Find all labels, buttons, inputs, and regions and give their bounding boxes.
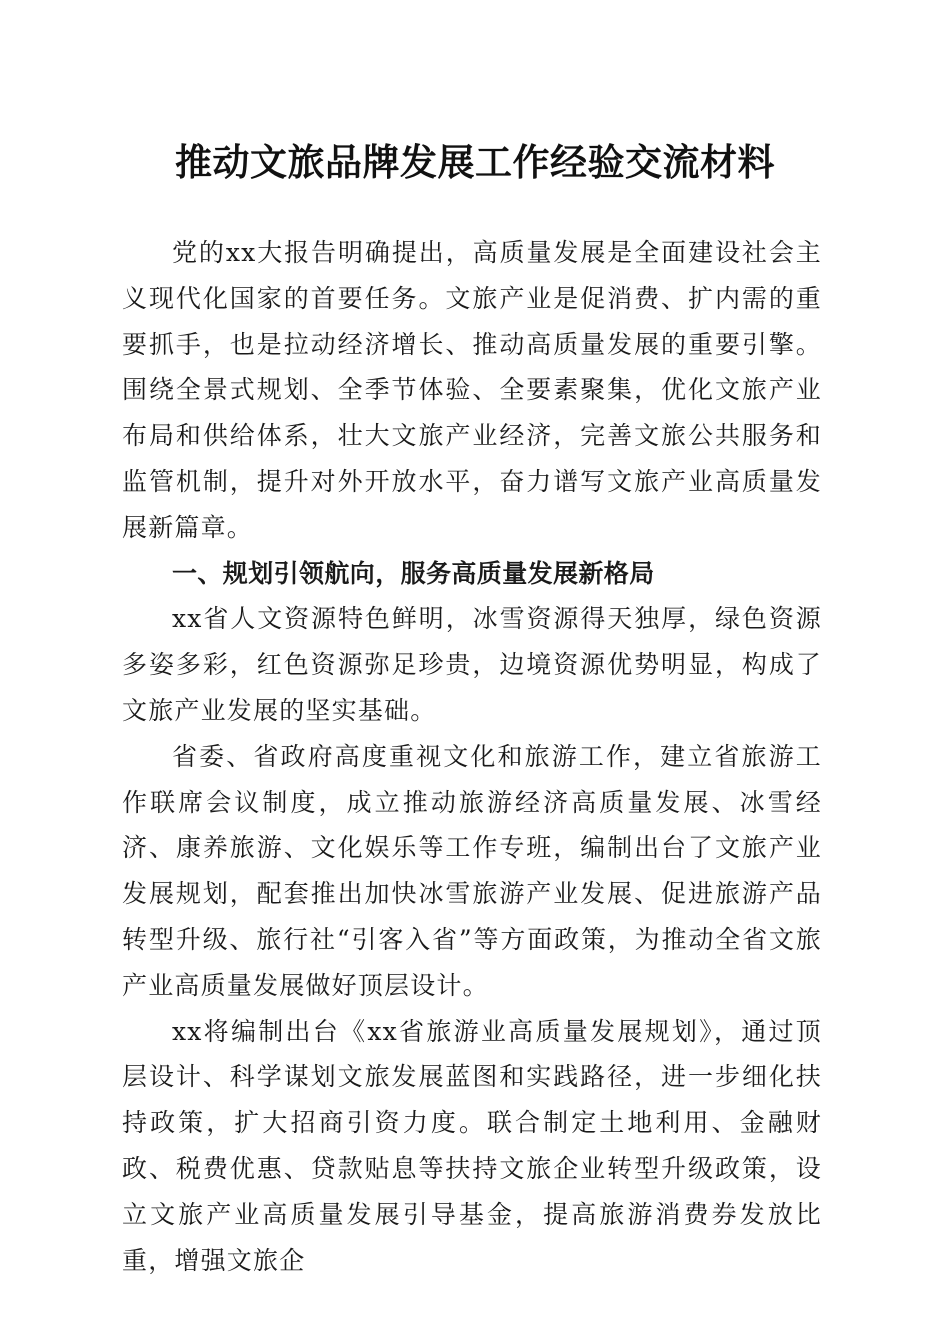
body-paragraph-policy: 省委、省政府高度重视文化和旅游工作，建立省旅游工作联席会议制度，成立推动旅游经济高质量发展、冰雪经济、康养旅游、文化娱乐等工作专班，编制出台了文旅产业发展规划，配套推出加快冰雪旅游产业发展、促进旅游产品转型升级、旅行社“引客入省”等方面政策，为推动全省文旅产业高质量发展做好顶层设计。 [122,741,822,1000]
body-paragraph-plan: xx将编制出台《xx省旅游业高质量发展规划》，通过顶层设计、科学谋划文旅发展蓝图和实践路径，进一步细化扶持政策，扩大招商引资力度。联合制定土地利用、金融财政、税费优惠、贷款贴息等扶持文旅企业转型升级政策，设立文旅产业高质量发展引导基金，提高旅游消费券发放比重，增强文旅企 [122,1016,822,1275]
body-paragraph-resources: xx省人文资源特色鲜明，冰雪资源得天独厚，绿色资源多姿多彩，红色资源弥足珍贵，边境资源优势明显，构成了文旅产业发展的坚实基础。 [122,604,822,725]
document-body [122,230,822,1283]
section-heading-1: 一、规划引领航向，服务高质量发展新格局 [172,558,655,588]
document-title: 推动文旅品牌发展工作经验交流材料 [175,140,775,184]
intro-paragraph: 党的xx大报告明确提出，高质量发展是全面建设社会主义现代化国家的首要任务。文旅产业是促消费、扩内需的重要抓手，也是拉动经济增长、推动高质量发展的重要引擎。围绕全景式规划、全季节体验、全要素聚集，优化文旅产业布局和供给体系，壮大文旅产业经济，完善文旅公共服务和监管机制，提升对外开放水平，奋力谱写文旅产业高质量发展新篇章。 [122,238,822,542]
